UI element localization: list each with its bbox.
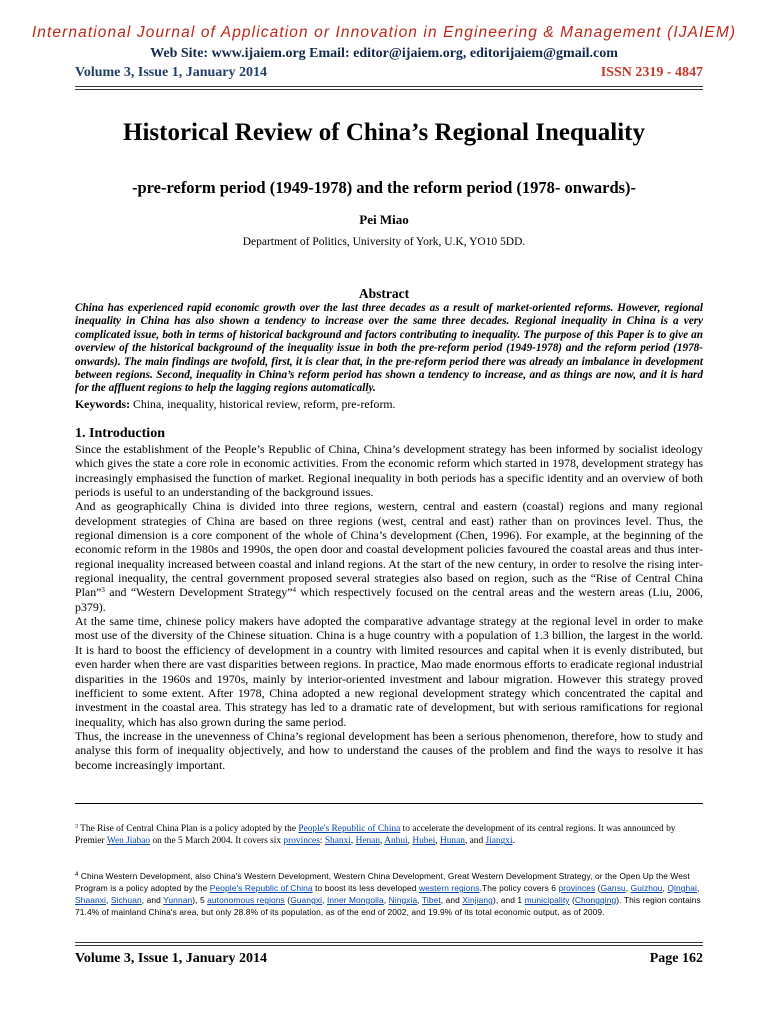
link-qinghai[interactable]: Qinghai <box>667 883 697 893</box>
footnote-3-text: , <box>435 836 440 847</box>
footnote-3-text: The Rise of Central China Plan is a policy adopted by the <box>78 824 299 834</box>
introduction-body <box>75 442 703 772</box>
footnote-3-text: , <box>380 836 385 847</box>
footnote-4-text: , <box>696 883 700 893</box>
intro-paragraph-2-text-c: which respectively focused on the central areas and the western areas (Liu, 2006, p379). <box>75 585 703 614</box>
link-anhui[interactable]: Anhui <box>384 836 408 847</box>
link-provinces[interactable]: provinces <box>283 836 320 847</box>
link-shaanxi[interactable]: Shaanxi <box>75 895 106 905</box>
link-guangxi[interactable]: Guangxi <box>290 895 323 905</box>
intro-paragraph-1: Since the establishment of the People’s Republic of China, China’s development strategy has been informed by socialist ideology which gives the state a core role in economic activities. From the economic reform which started in 1978, development strategy has increasingly emphasised the function of market. Regional inequality in both periods has a specific identity and an overview of both periods is useful to an understanding of the background issues. <box>75 442 703 500</box>
paper-subtitle: -pre-reform period (1949-1978) and the reform period (1978- onwards)- <box>131 178 637 197</box>
paper-title: Historical Review of China’s Regional Inequality <box>123 119 645 146</box>
link-xinjiang[interactable]: Xinjiang <box>462 895 493 905</box>
link-autonomous-regions[interactable]: autonomous regions <box>207 895 285 905</box>
footnote-divider <box>75 803 703 804</box>
link-hubei[interactable]: Hubei <box>412 836 436 847</box>
footnote-4-text: .The policy covers 6 <box>479 883 559 893</box>
footnote-4-text: , and <box>440 895 463 905</box>
footnote-4-text: ( <box>595 883 601 893</box>
link-peoples-republic-of-china[interactable]: People's Republic of China <box>209 883 313 893</box>
link-henan[interactable]: Henan <box>355 836 381 847</box>
intro-paragraph-2-text-b: and “Western Development Strategy” <box>104 585 293 600</box>
author-name: Pei Miao <box>359 212 409 227</box>
footnote-4-text: to boost its less developed <box>312 883 419 893</box>
link-peoples-republic-of-china[interactable]: People's Republic of China <box>298 824 401 834</box>
link-yunnan[interactable]: Yunnan <box>163 895 193 905</box>
section-heading-introduction: 1. Introduction <box>75 426 165 441</box>
link-hunan[interactable]: Hunan <box>439 836 465 847</box>
footnote-3-text: , <box>350 836 356 847</box>
link-western-regions[interactable]: western regions <box>418 883 480 893</box>
footnote-3-text: . <box>512 836 515 847</box>
intro-paragraph-2-text-a: And as geographically China is divided into three regions, western, central and eastern (coastal) regions and many regional development strategies of China are based on three regions (west, central and east) rather than on provinces level. Thus, the regional dimension is a core component of the whole of China’s development (Chen, 1996). For example, at the beginning of the economic reform in the 1980s and 1990s, the open door and coastal development policies favoured the coastal areas and thus inter-regional inequality increased between coastal and inland regions. At the start of the new century, in order to resolve the rising inter-regional inequality, the central government proposed several strategies also based on region, such as the “Rise of Central China Plan” <box>75 499 703 600</box>
footnote-3-number: 3 <box>75 824 78 830</box>
journal-website-line: Web Site: www.ijaiem.org Email: editor@ijaiem.org, editorijaiem@gmail.com <box>150 46 618 61</box>
link-chongqing[interactable]: Chongqing <box>574 895 617 905</box>
abstract-heading: Abstract <box>358 286 410 301</box>
link-tibet[interactable]: Tibet <box>421 895 441 905</box>
footnote-3-text: , and <box>464 836 486 847</box>
footer-divider <box>75 942 703 946</box>
footnote-4-text: , <box>322 895 327 905</box>
header-issn: ISSN 2319 - 4847 <box>600 65 703 80</box>
keywords-text: China, inequality, historical review, reform, pre-reform. <box>133 397 396 411</box>
footer-volume: Volume 3, Issue 1, January 2014 <box>75 951 268 966</box>
footnote-4-text: , <box>417 895 422 905</box>
footnote-4-text: ). This region contains 71.4% of mainland China's area, but only 28.8% of its population, as of the end of 2002, and 19.9% of its total economic output, as of 2009. <box>75 895 701 917</box>
footnote-4-text: ), and 1 <box>492 895 525 905</box>
link-shanxi[interactable]: Shanxi <box>324 836 351 847</box>
footnote-3-text: : <box>319 836 325 847</box>
header-volume: Volume 3, Issue 1, January 2014 <box>75 65 268 80</box>
footnote-4 <box>75 870 703 918</box>
link-guizhou[interactable]: Guizhou <box>630 883 663 893</box>
footnote-4-text: , <box>105 895 111 905</box>
link-jiangxi[interactable]: Jiangxi <box>485 836 513 847</box>
link-ningxia[interactable]: Ningxia <box>388 895 418 905</box>
link-sichuan[interactable]: Sichuan <box>110 895 142 905</box>
footnote-3 <box>75 823 703 848</box>
keywords-label: Keywords: <box>75 397 131 411</box>
intro-paragraph-4: Thus, the increase in the unevenness of China’s regional development has been a serious phenomenon, therefore, how to study and analyse this form of inequality objectively, and how to understand the causes of the problem and find the ways to resolve it has become increasingly important. <box>75 728 703 772</box>
header-divider <box>75 86 703 90</box>
footnote-4-text: China Western Development, also China's Western Development, Western China Development, Great Western Development Strategy, or the Open Up the West Program is a policy adopted by the <box>75 871 690 893</box>
intro-paragraph-3: At the same time, chinese policy makers have adopted the comparative advantage strategy at the regional level in order to make most use of the diversity of the Chinese situation. China is a huge country with a population of 1.3 billion, the largest in the world. It is hard to boost the efficiency of development in a country with limited resources and capital when it is evenly distributed, but even harder when there are vast disparities between regions. In practice, Mao made enormous efforts to eradicate regional industrial disparities in the 1960s and 1970s, mainly by interior-oriented investment and labour migration. However this strategy proved inefficient to some extent. After 1978, China adopted a new regional development strategy which concentrated the capital and investment in the coastal area. This strategy has led to a dramatic rate of development, but with serious ramifications for regional inequality, which has also grown during the same period. <box>75 614 703 729</box>
footnote-4-text: , <box>662 883 668 893</box>
footnote-3-text: to accelerate the development of its central regions. It was announced by Premier <box>75 824 676 847</box>
footnote-4-text: , <box>383 895 389 905</box>
footer-page-number: Page 162 <box>649 951 703 966</box>
footnote-4-text: , and <box>141 895 164 905</box>
footnote-3-text: on the 5 March 2004. It covers six <box>150 836 284 847</box>
intro-paragraph-2 <box>75 499 703 614</box>
footnote-4-number: 4 <box>75 872 79 878</box>
journal-title: International Journal of Application or Innovation in Engineering & Management (IJAIEM) <box>31 24 737 41</box>
link-gansu[interactable]: Gansu <box>600 883 626 893</box>
author-affiliation: Department of Politics, University of York, U.K, YO10 5DD. <box>242 236 526 248</box>
keywords-line <box>75 397 703 412</box>
footnote-ref-4[interactable]: 4 <box>292 586 297 595</box>
abstract-text: China has experienced rapid economic growth over the last three decades as a result of market-oriented reforms. However, regional inequality in China has also shown a tendency to increase over the same three decades. Regional inequality in China is a very complicated issue, both in terms of historical background and factors contributing to inequality. The purpose of this Paper is to give an overview of the historical background of the inequality issue in both the pre-reform period (1949-1978) and the reform period (1978- onwards). The main findings are twofold, first, it is clear that, in the pre-reform period there was already an imbalance in development between regions. Second, inequality in China’s reform period has shown a tendency to increase, and as things are now, and it is hard for the affluent regions to help the lagging regions automatically. <box>75 302 703 395</box>
footnote-4-text: ( <box>284 895 291 905</box>
link-wen-jiabao[interactable]: Wen Jiabao <box>106 836 151 847</box>
footnote-4-text: , <box>625 883 631 893</box>
footnote-4-text: ), 5 <box>192 895 208 905</box>
link-provinces[interactable]: provinces <box>558 883 596 893</box>
footnote-3-text: , <box>407 836 413 847</box>
footnote-4-text: ( <box>569 895 575 905</box>
header-volume-line <box>75 65 703 81</box>
link-inner-mongolia[interactable]: Inner Mongolia <box>326 895 384 905</box>
footnote-ref-3[interactable]: 3 <box>101 586 105 595</box>
link-municipality[interactable]: municipality <box>524 895 570 905</box>
